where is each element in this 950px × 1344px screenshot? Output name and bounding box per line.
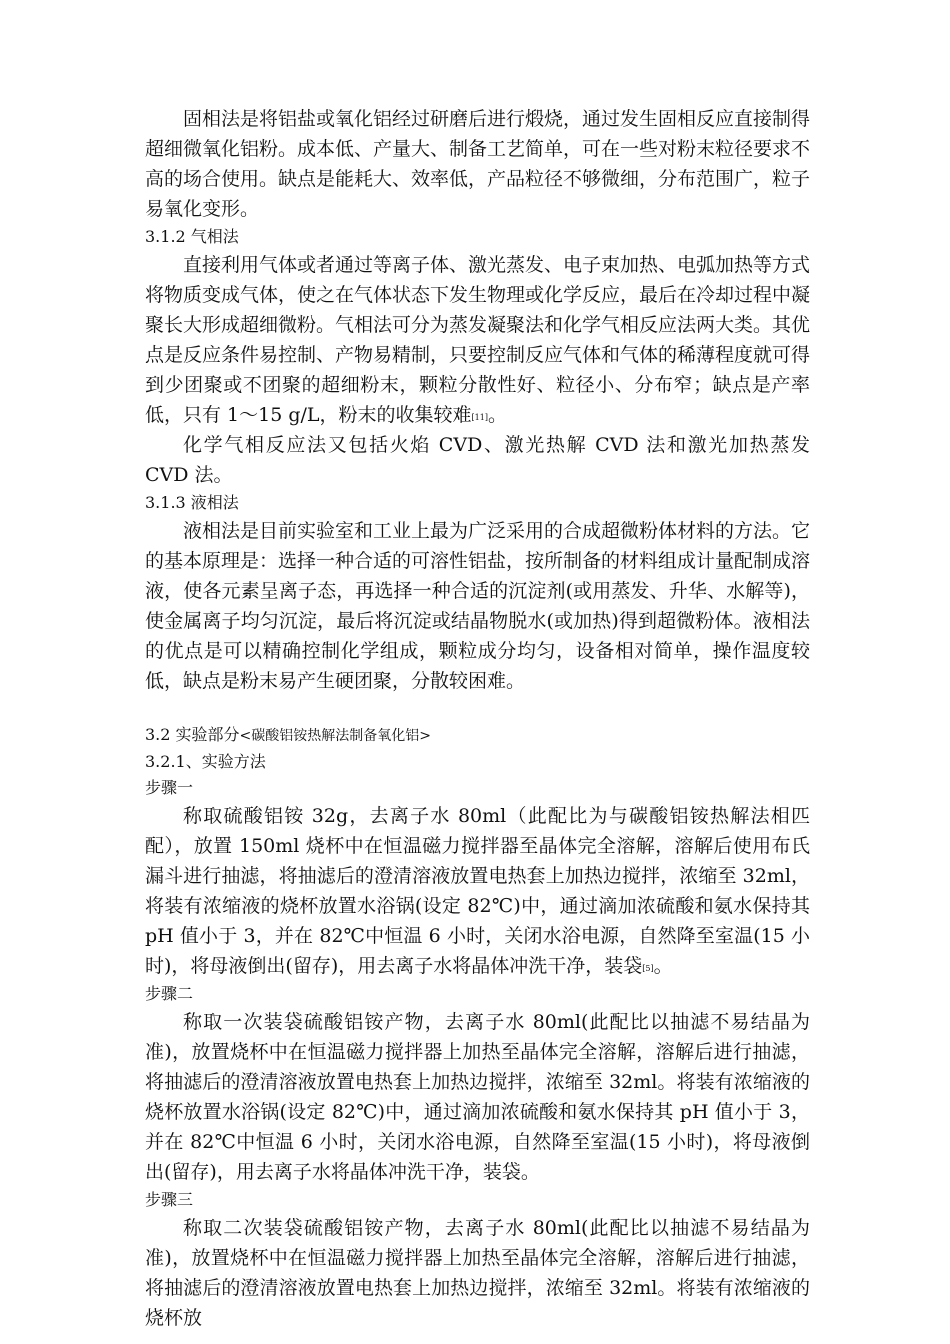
step-two-label: 步骤二 bbox=[145, 984, 194, 1003]
heading-3-1-2: 3.1.2 气相法 bbox=[145, 227, 239, 246]
citation-11[interactable]: [11] bbox=[471, 413, 488, 422]
paragraph-step-two: 称取一次装袋硫酸铝铵产物，去离子水 80ml(此配比以抽滤不易结晶为准)，放置烧杯中在恒温磁力搅拌器上加热至晶体完全溶解，溶解后进行抽滤，将抽滤后的澄清溶液放置电热套上加热边搅拌，浓缩至 32ml。将装有浓缩液的烧杯放置水浴锅(设定 82℃)中，通过滴加浓硫酸和氨水保持其 pH 值小于 3，并在 82℃中恒温 6 小时，关闭水浴电源，自然降至室温(15 小时)，将母液倒出(留存)，用去离子水将晶体冲洗干净，装袋。 bbox=[145, 1011, 810, 1183]
paragraph-cvd: 化学气相反应法又包括火焰 CVD、激光热解 CVD 法和激光加热蒸发 CVD 法。 bbox=[145, 434, 810, 486]
paragraph-step-one bbox=[145, 801, 810, 981]
heading-3-2-title: 3.2 实验部分 bbox=[145, 725, 240, 744]
heading-3-2-1: 3.2.1、实验方法 bbox=[145, 752, 266, 771]
paragraph-gas-phase bbox=[145, 250, 810, 430]
heading-3-2-subtitle: <碳酸铝铵热解法制备氧化铝> bbox=[239, 728, 432, 744]
paragraph-step-one-text: 称取硫酸铝铵 32g，去离子水 80ml（此配比为与碳酸铝铵热解法相匹配），放置 150ml 烧杯中在恒温磁力搅拌器至晶体完全溶解，溶解后使用布氏漏斗进行抽滤，将抽滤后的澄清溶液放置电热套上加热边搅拌，浓缩至 32ml，将装有浓缩液的烧杯放置水浴锅(设定 82℃)中，通过滴加浓硫酸和氨水保持其 pH 值小于 3，并在 82℃中恒温 6 小时，关闭水浴电源，自然降至室温(15 小时)，将母液倒出(留存)，用去离子水将晶体冲洗干净，装袋 bbox=[145, 805, 810, 977]
paragraph-gas-phase-text: 直接利用气体或者通过等离子体、激光蒸发、电子束加热、电弧加热等方式将物质变成气体，使之在气体状态下发生物理或化学反应，最后在冷却过程中凝聚长大形成超细微粉。气相法可分为蒸发凝聚法和化学气相反应法两大类。其优点是反应条件易控制、产物易精制，只要控制反应气体和气体的稀薄程度就可得到少团聚或不团聚的超细粉末，颗粒分散性好、粒径小、分布窄；缺点是产率低，只有 1～15 g/L，粉末的收集较难 bbox=[145, 254, 811, 426]
paragraph-liquid-phase: 液相法是目前实验室和工业上最为广泛采用的合成超微粉体材料的方法。它的基本原理是：选择一种合适的可溶性铝盐，按所制备的材料组成计量配制成溶液，使各元素呈离子态，再选择一种合适的沉淀剂(或用蒸发、升华、水解等)，使金属离子均匀沉淀，最后将沉淀或结晶物脱水(或加热)得到超微粉体。液相法的优点是可以精确控制化学组成，颗粒成分均匀，设备相对简单，操作温度较低，缺点是粉末易产生硬团聚，分散较困难。 bbox=[145, 520, 811, 692]
step-one-label: 步骤一 bbox=[145, 778, 194, 797]
heading-3-1-3: 3.1.3 液相法 bbox=[145, 493, 239, 512]
step-three-label: 步骤三 bbox=[145, 1190, 194, 1209]
paragraph-gas-phase-end: 。 bbox=[487, 404, 507, 426]
paragraph-solid-phase: 固相法是将铝盐或氧化铝经过研磨后进行煅烧，通过发生固相反应直接制得超细微氧化铝粉。成本低、产量大、制备工艺简单，可在一些对粉末粒径要求不高的场合使用。缺点是能耗大、效率低，产品粒径不够微细，分布范围广，粒子易氧化变形。 bbox=[145, 108, 811, 220]
paragraph-step-three: 称取二次装袋硫酸铝铵产物，去离子水 80ml(此配比以抽滤不易结晶为准)，放置烧杯中在恒温磁力搅拌器上加热至晶体完全溶解，溶解后进行抽滤，将抽滤后的澄清溶液放置电热套上加热边搅拌，浓缩至 32ml。将装有浓缩液的烧杯放 bbox=[145, 1217, 810, 1329]
heading-3-2 bbox=[145, 722, 810, 749]
blank-line bbox=[145, 696, 810, 722]
citation-5[interactable]: [5] bbox=[642, 964, 654, 973]
paragraph-step-one-end: 。 bbox=[653, 955, 673, 977]
